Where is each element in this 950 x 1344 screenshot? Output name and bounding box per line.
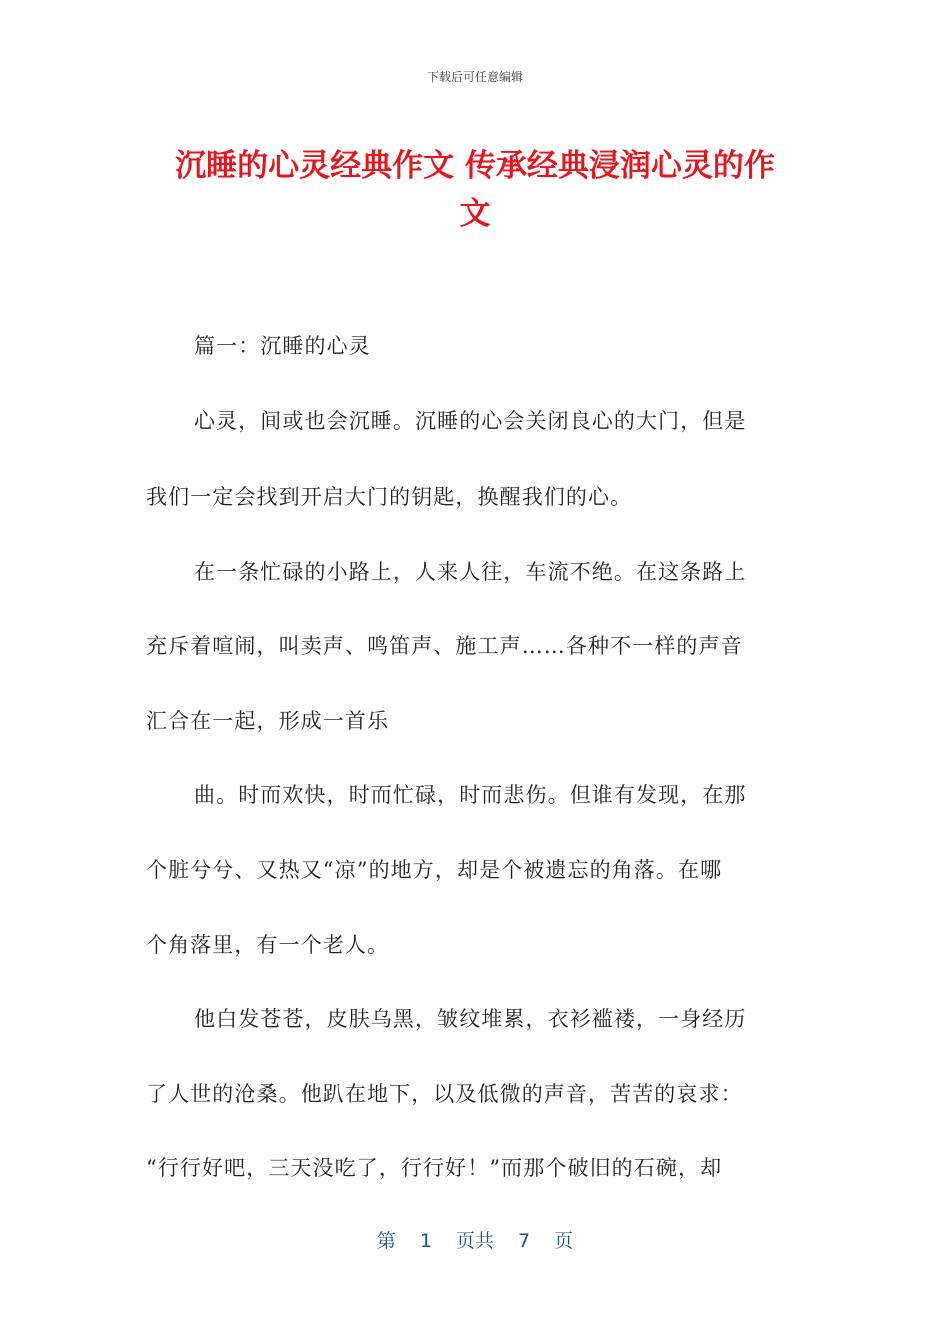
- paragraph-line: 我们一定会找到开启大门的钥匙，换醒我们的心。: [146, 485, 633, 509]
- paragraph-line: 心灵，间或也会沉睡。沉睡的心会关闭良心的大门，但是: [194, 409, 747, 433]
- paragraph-line: “行行好吧，三天没吃了，行行好！”而那个破旧的石碗，却: [146, 1156, 723, 1180]
- document-title: [130, 142, 820, 238]
- paragraph-line: 了人世的沧桑。他趴在地下，以及低微的声音，苦苦的哀求：: [146, 1082, 743, 1106]
- section-heading: 篇一：沉睡的心灵: [194, 334, 371, 358]
- title-line-1: 沉睡的心灵经典作文 传承经典浸润心灵的作: [175, 148, 775, 184]
- paragraph-line: 充斥着喧闹，叫卖声、鸣笛声、施工声……各种不一样的声音: [146, 634, 743, 658]
- paragraph-line: 个角落里，有一个老人。: [146, 933, 390, 957]
- title-line-2: 文: [459, 196, 491, 232]
- paragraph-line: 在一条忙碌的小路上，人来人往，车流不绝。在这条路上: [194, 560, 747, 584]
- header-note: 下载后可任意编辑: [426, 70, 523, 84]
- paragraph-line: 个脏兮兮、又热又“凉”的地方，却是个被遗忘的角落。在哪: [146, 858, 723, 882]
- page-number-footer: 第 1 页共 7 页: [376, 1230, 574, 1252]
- paragraph-line: 他白发苍苍，皮肤乌黑，皱纹堆累，衣衫褴褛，一身经历: [194, 1007, 747, 1031]
- paragraph-line: 曲。时而欢快，时而忙碌，时而悲伤。但谁有发现，在那: [194, 783, 747, 807]
- paragraph-line: 汇合在一起，形成一首乐: [146, 709, 390, 733]
